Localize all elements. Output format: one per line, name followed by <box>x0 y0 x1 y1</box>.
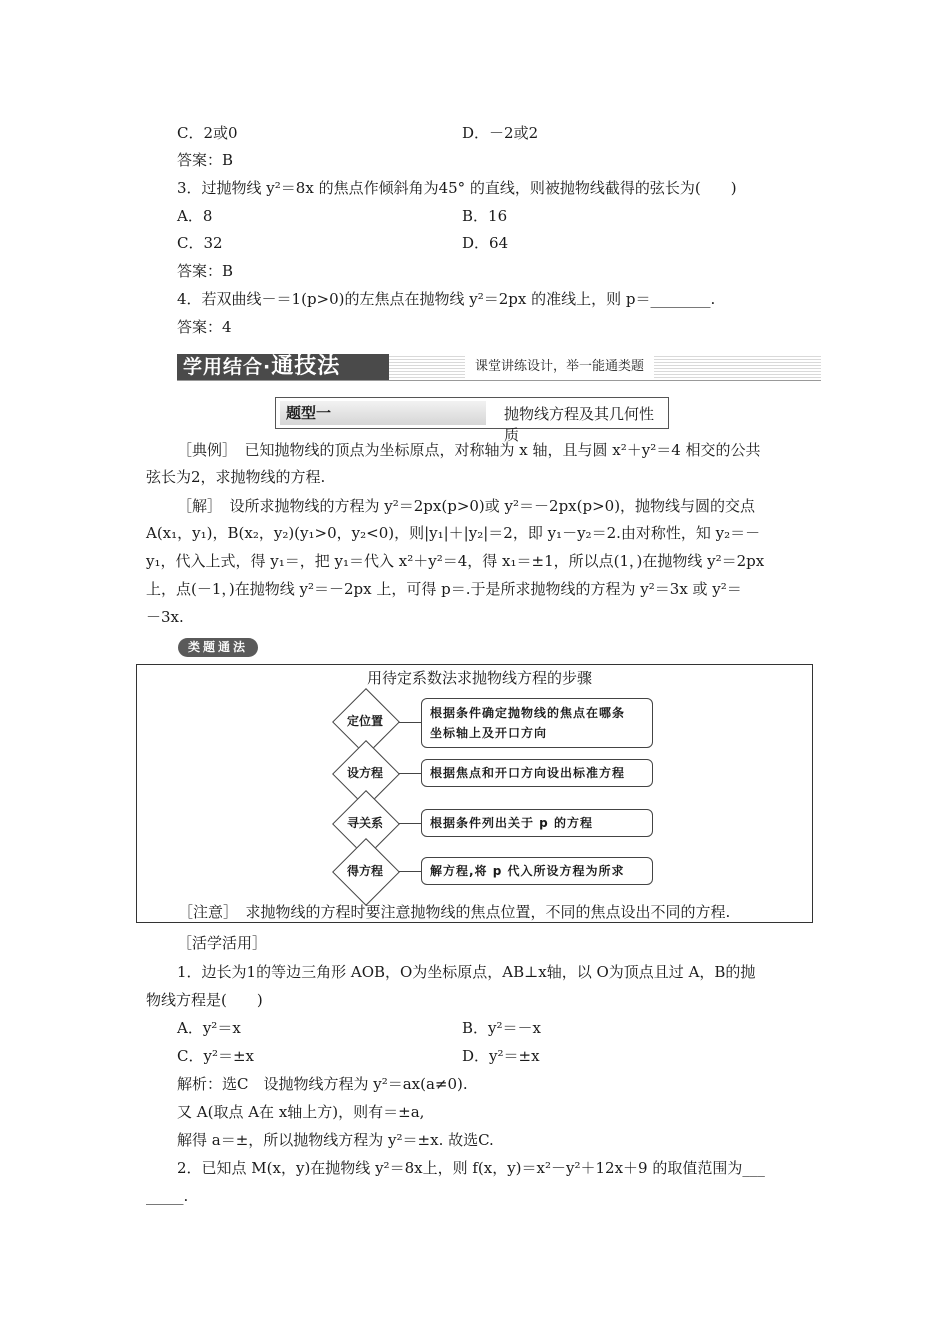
banner-title-part-a: 学用结合· <box>183 356 272 378</box>
section-banner <box>177 354 821 381</box>
practice-option-a: A．y²＝x <box>177 1019 241 1037</box>
q3-option-d: D．64 <box>462 234 509 252</box>
step-box-3 <box>421 809 653 837</box>
analysis-line-2: 又 A(取点 A在 x轴上方)，则有＝±a, <box>177 1103 425 1121</box>
solution-line-4: 上，点(－1，)在抛物线 y²＝－2px 上，可得 p＝.于是所求抛物线的方程为 y²＝3x 或 y²＝ <box>146 580 742 598</box>
step-text-1a: 根据条件确定抛物线的焦点在哪条 <box>430 706 626 720</box>
q3-answer: 答案：B <box>177 262 234 280</box>
solution-line-2: A(x₁，y₁)，B(x₂，y₂)(y₁>0，y₂<0)，则|y₁|＋|y₂|＝2，即 y₁－y₂＝2.由对称性，知 y₂＝－ <box>146 524 761 542</box>
step-label-1: 定位置 <box>346 714 383 728</box>
solution-line-3: y₁，代入上式，得 y₁＝，把 y₁＝代入 x²＋y²＝4，得 x₁＝±1，所以点(1，)在抛物线 y²＝2px <box>146 552 765 570</box>
solution-line-5: －3x. <box>146 608 184 626</box>
q4-stem: 4．若双曲线－＝1(p>0)的左焦点在抛物线 y²＝2px 的准线上，则 p＝________. <box>177 290 716 308</box>
analysis-line-1: 解析：选C 设抛物线方程为 y²＝ax(a≠0). <box>177 1075 468 1093</box>
step-link-2 <box>399 773 421 774</box>
q3-option-c: C．32 <box>177 234 223 252</box>
q3-option-b: B．16 <box>462 207 508 225</box>
banner-title-part-b: 通技法 <box>271 354 341 379</box>
analysis-line-3: 解得 a＝±，所以抛物线方程为 y²＝±x. 故选C. <box>177 1131 494 1149</box>
example-line-2: 弦长为2，求抛物线的方程. <box>146 468 326 486</box>
practice-q1-line-1: 1．边长为1的等边三角形 AOB，O为坐标原点，AB⊥x轴，以 O为顶点且过 A，B的抛 <box>177 963 756 981</box>
flowchart-title: 用待定系数法求抛物线方程的步骤 <box>367 669 593 687</box>
method-box <box>136 664 813 923</box>
practice-q2-line-2: _____. <box>146 1187 189 1205</box>
q4-answer: 答案：4 <box>177 318 232 336</box>
step-link-4 <box>399 871 421 872</box>
type-header-tag: 题型一 <box>280 401 486 425</box>
step-box-1 <box>421 698 653 748</box>
section-banner-title <box>177 354 389 380</box>
flowchart-note: ［注意］ 求抛物线的方程时要注意抛物线的焦点位置，不同的焦点设出不同的方程. <box>178 903 731 921</box>
q2-option-d: D．－2或2 <box>462 124 539 142</box>
step-text-4: 解方程,将 p 代入所设方程为所求 <box>430 864 625 878</box>
step-text-1b: 坐标轴上及开口方向 <box>430 726 548 740</box>
q3-stem: 3．过抛物线 y²＝8x 的焦点作倾斜角为45° 的直线，则被抛物线截得的弦长为( ) <box>177 179 737 197</box>
step-label-4: 得方程 <box>346 864 383 878</box>
step-box-4 <box>421 857 653 885</box>
section-banner-subtitle: 课堂讲练设计，举一能通类题 <box>465 354 654 380</box>
step-link-3 <box>399 823 421 824</box>
step-text-3: 根据条件列出关于 p 的方程 <box>430 816 593 830</box>
step-text-2: 根据焦点和开口方向设出标准方程 <box>430 766 626 780</box>
practice-option-b: B．y²＝－x <box>462 1019 541 1037</box>
type-header <box>275 397 669 444</box>
step-label-2: 设方程 <box>346 766 383 780</box>
practice-header: ［活学活用］ <box>177 934 268 952</box>
solution-line-1: ［解］ 设所求抛物线的方程为 y²＝2px(p>0)或 y²＝－2px(p>0)，抛物线与圆的交点 <box>177 497 756 515</box>
practice-option-c: C．y²＝±x <box>177 1047 254 1065</box>
step-label-3: 寻关系 <box>346 816 383 830</box>
step-box-2 <box>421 759 653 787</box>
method-pill-label: 类题通法 <box>178 638 258 657</box>
example-line-1: ［典例］ 已知抛物线的顶点为坐标原点，对称轴为 x 轴，且与圆 x²＋y²＝4 相交的公共 <box>177 441 761 459</box>
q3-option-a: A．8 <box>177 207 213 225</box>
step-link-1 <box>399 722 421 723</box>
q2-answer: 答案：B <box>177 151 234 169</box>
practice-q2-line-1: 2．已知点 M(x，y)在抛物线 y²＝8x上，则 f(x，y)＝x²－y²＋12x＋9 的取值范围为___ <box>177 1159 765 1177</box>
q2-option-c: C．2或0 <box>177 124 238 142</box>
practice-option-d: D．y²＝±x <box>462 1047 540 1065</box>
type-header-title: 抛物线方程及其几何性质 <box>504 405 655 444</box>
practice-q1-line-2: 物线方程是( ) <box>146 991 263 1009</box>
